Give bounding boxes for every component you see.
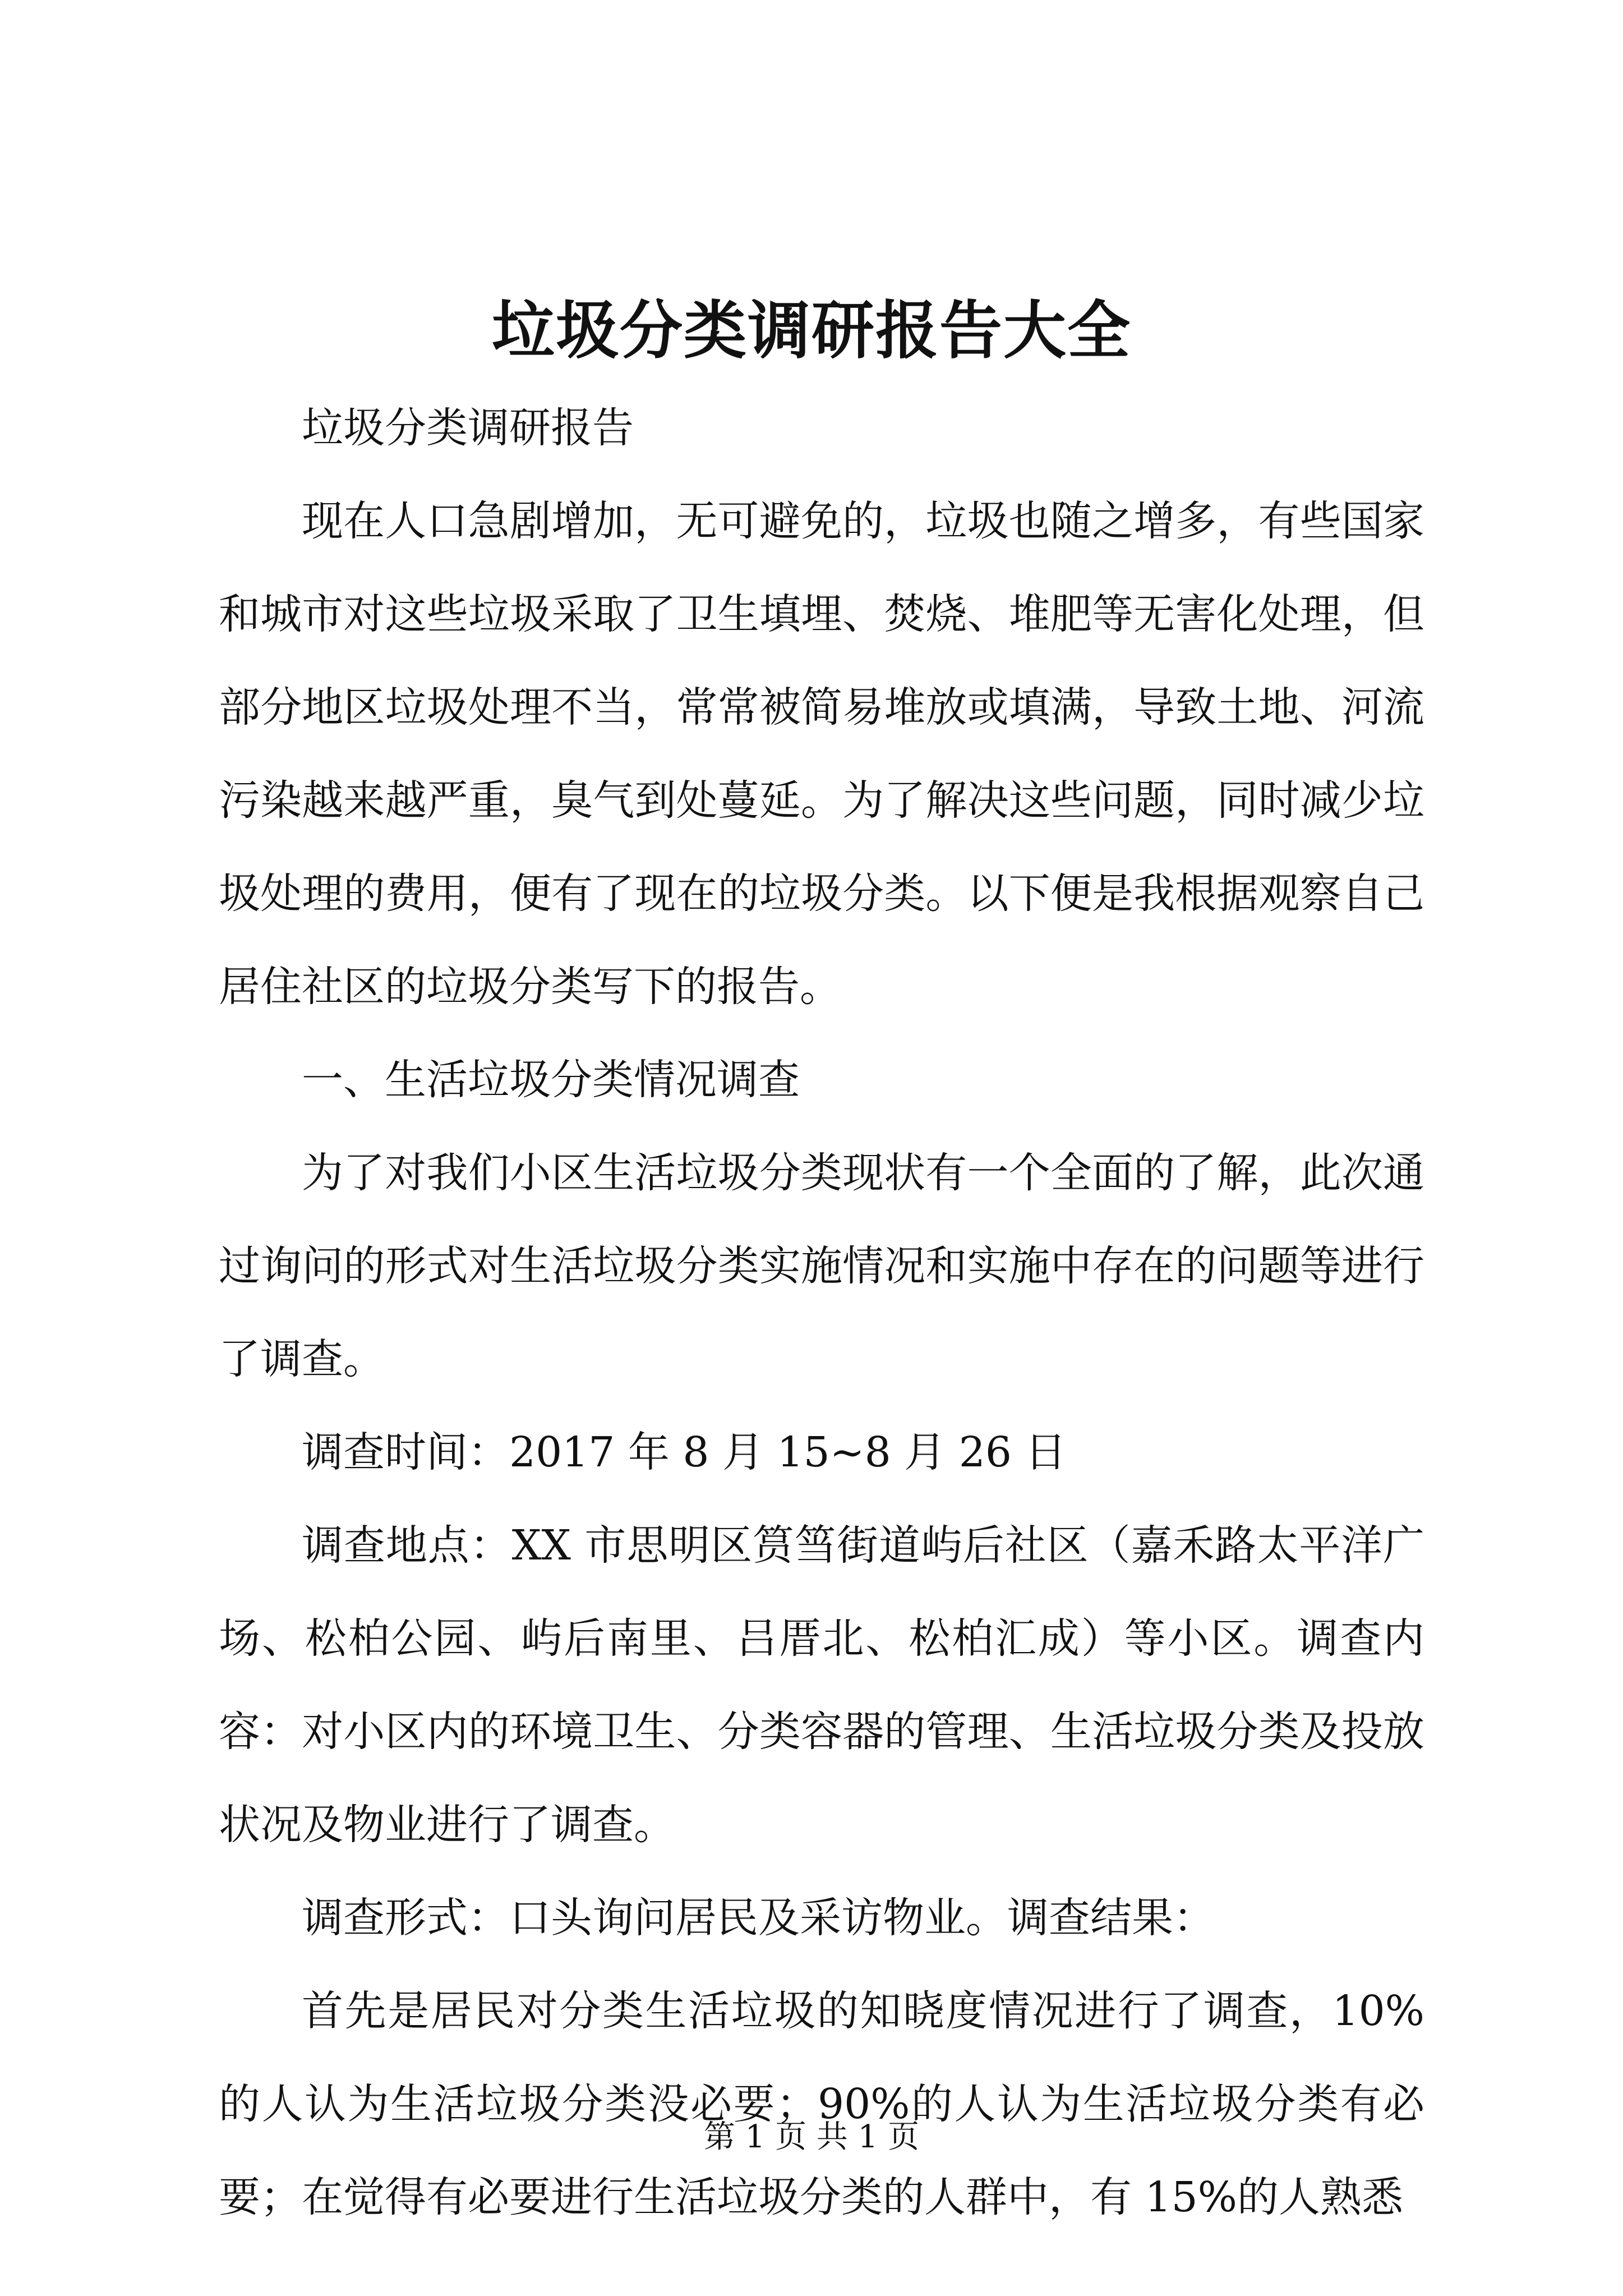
paragraph-survey-time: 调查时间：2017 年 8 月 15~8 月 26 日 — [302, 1428, 1067, 1476]
document-body — [219, 381, 1424, 2244]
paragraph-survey-form: 调查形式：口头询问居民及采访物业。调查结果： — [302, 1894, 1215, 1942]
section-heading: 一、生活垃圾分类情况调查 — [302, 1056, 800, 1104]
paragraph-survey-location: 调查地点：XX 市思明区筼筜街道屿后社区（嘉禾路太平洋广场、松柏公园、屿后南里、吕厝北、松柏汇成）等小区。调查内容：对小区内的环境卫生、分类容器的管理、生活垃圾分类及投放状况及物业进行了调查。 — [219, 1521, 1424, 1849]
document-title: 垃圾分类调研报告大全 — [492, 294, 1131, 367]
page-footer: 第 1 页 共 1 页 — [703, 2119, 920, 2155]
paragraph-intro: 现在人口急剧增加，无可避免的，垃圾也随之增多，有些国家和城市对这些垃圾采取了卫生填埋、焚烧、堆肥等无害化处理，但部分地区垃圾处理不当，常常被简易堆放或填满，导致土地、河流污染越来越严重，臭气到处蔓延。为了解决这些问题，同时减少垃圾处理的费用，便有了现在的垃圾分类。以下便是我根据观察自己居住社区的垃圾分类写下的报告。 — [219, 497, 1424, 1011]
paragraph-survey-results: 首先是居民对分类生活垃圾的知晓度情况进行了调查，10%的人认为生活垃圾分类没必要；90%的人认为生活垃圾分类有必要；在觉得有必要进行生活垃圾分类的人群中，有 15%的人熟悉 — [219, 1987, 1424, 2221]
paragraph-subtitle: 垃圾分类调研报告 — [302, 404, 634, 452]
paragraph-survey-purpose: 为了对我们小区生活垃圾分类现状有一个全面的了解，此次通过询问的形式对生活垃圾分类实施情况和实施中存在的问题等进行了调查。 — [219, 1149, 1424, 1383]
